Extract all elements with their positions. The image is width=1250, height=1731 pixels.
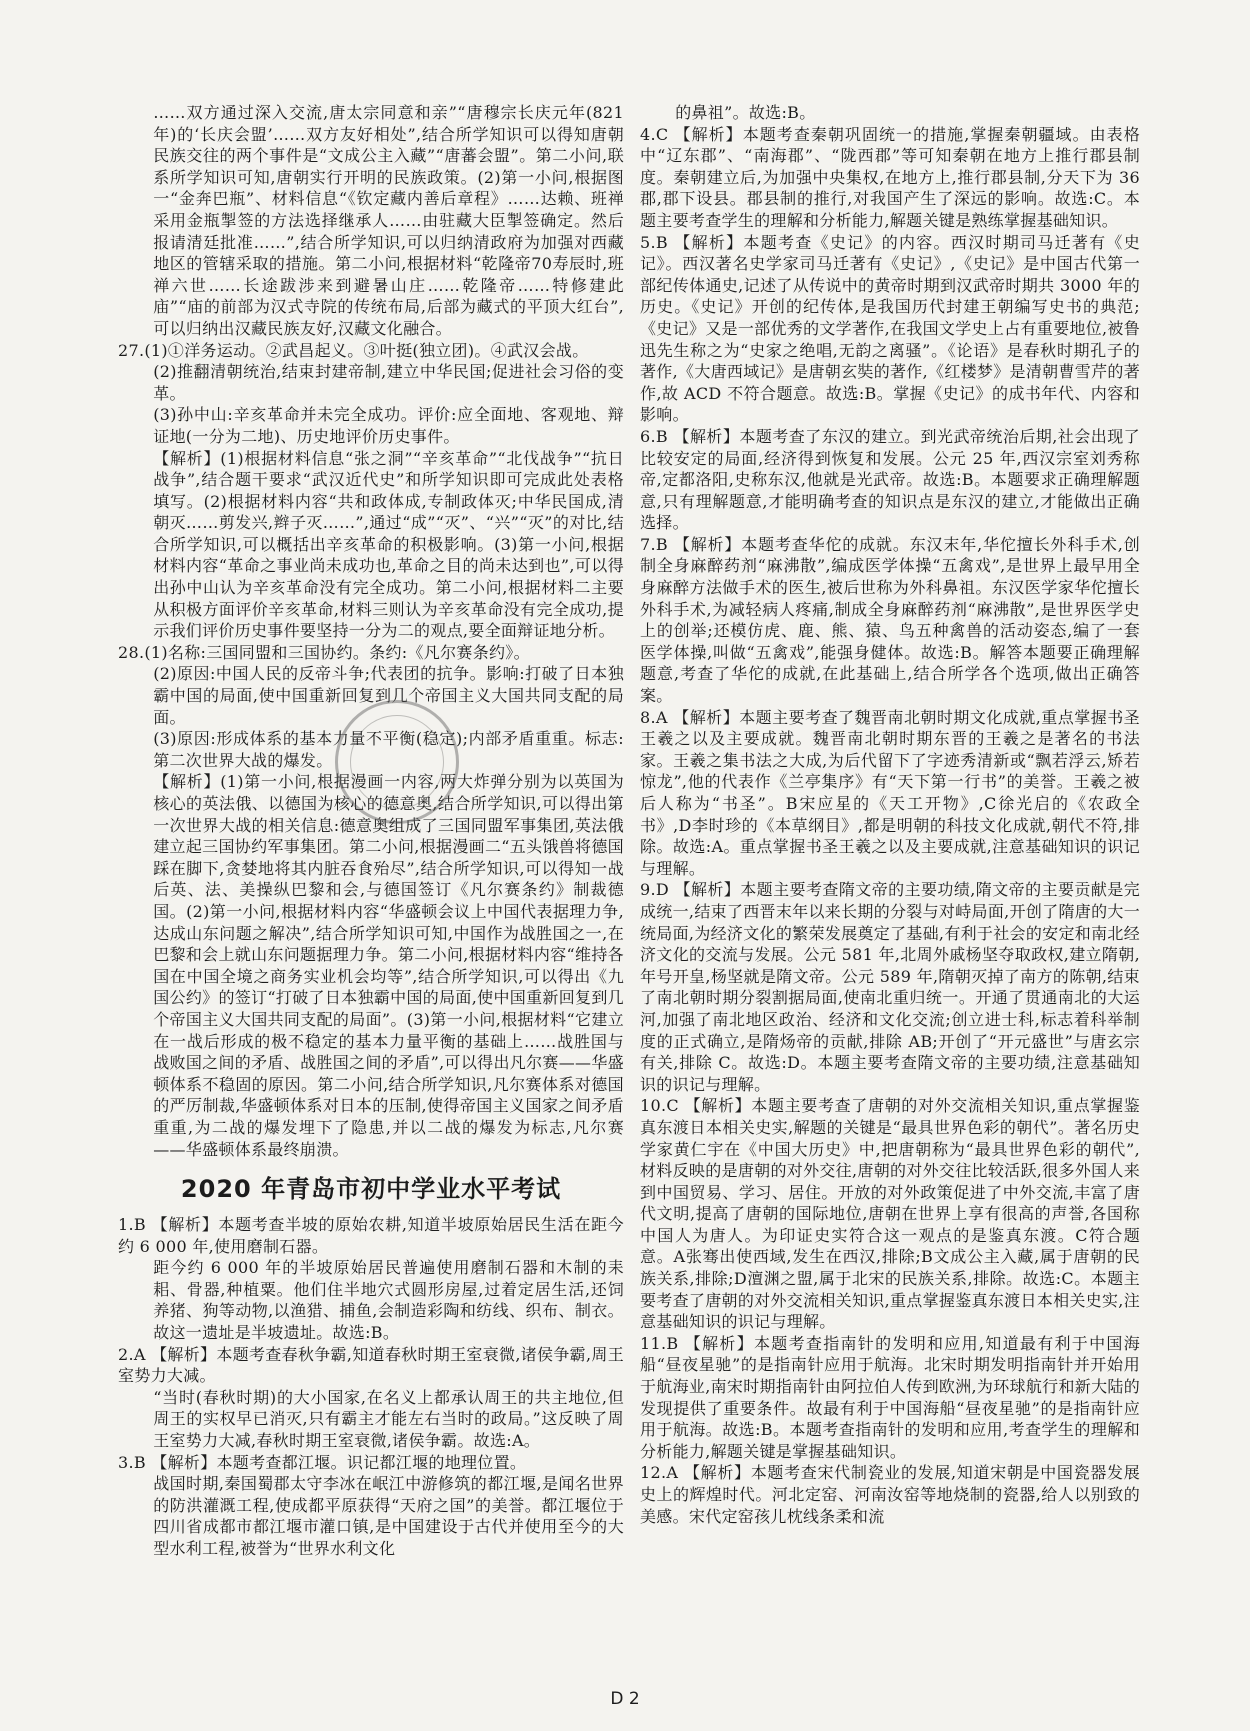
answer-paragraph: 战国时期,秦国蜀郡太守李冰在岷江中游修筑的都江堰,是闻名世界的防洪灌溉工程,使成都平原获得“天府之国”的美誉。都江堰位于四川省成都市都江堰市灌口镇,是中国建设于古代并使用至今的大型水利工程,被誉为“世界水利文化 bbox=[153, 1474, 624, 1558]
answer-paragraph: 4.C 【解析】本题考查秦朝巩固统一的措施,掌握秦朝疆域。由表格中“辽东郡”、“南海郡”、“陇西郡”等可知秦朝在地方上推行郡县制度。秦朝建立后,为加强中央集权,在地方上,推行郡县制,分天下为 36 郡,郡下设县。郡县制的推行,对我国产生了深远的影响。故选:C。本题主要考查学生的理解和分析能力,解题关键是熟练掌握基础知识。 bbox=[640, 124, 1140, 230]
answer-paragraph: 1.B 【解析】本题考查半坡的原始农耕,知道半坡原始居民生活在距今约 6 000 年,使用磨制石器。 bbox=[118, 1215, 624, 1256]
answer-paragraph: 距今约 6 000 年的半坡原始居民普遍使用磨制石器和木制的耒耜、骨器,种植粟。他们住半地穴式圆形房屋,过着定居生活,还饲养猪、狗等动物,以渔猎、捕鱼,会制造彩陶和纺线、织布、制衣。故这一遗址是半坡遗址。故选:B。 bbox=[153, 1258, 624, 1343]
answer-paragraph: (2)原因:中国人民的反帝斗争;代表团的抗争。影响:打破了日本独霸中国的局面,使中国重新回复到几个帝国主义大国共同支配的局面。 bbox=[153, 664, 624, 727]
exam-section-title: 2020 年青岛市初中学业水平考试 bbox=[180, 1175, 562, 1204]
answer-paragraph: 【解析】(1)根据材料信息“张之洞”“辛亥革命”“北伐战争”“抗日战争”,结合题干要求“武汉近代史”和所学知识即可完成此处表格填写。(2)根据材料内容“共和政体成,专制政体灭;中华民国成,清朝灭……剪发兴,辫子灭……”,通过“成”“灭”、“兴”“灭”的对比,结合所学知识,可以概括出辛亥革命的积极影响。(3)第一小问,根据材料内容“革命之事业尚未成功也,革命之目的尚未达到也”,可以得出孙中山认为辛亥革命没有完全成功。第二小问,根据材料二主要从积极方面评价辛亥革命,材料三则认为辛亥革命没有完全成功,提示我们评价历史事件要坚持一分为二的观点,要全面辩证地分析。 bbox=[153, 448, 624, 641]
answer-paragraph: 28.(1)名称:三国同盟和三国协约。条约:《凡尔赛条约》。 bbox=[118, 642, 530, 662]
left-column bbox=[118, 102, 624, 1682]
answer-paragraph: (2)推翻清朝统治,结束封建帝制,建立中华民国;促进社会习俗的变革。 bbox=[153, 362, 624, 403]
answer-paragraph: 10.C 【解析】本题主要考查了唐朝的对外交流相关知识,重点掌握鉴真东渡日本相关史实,解题的关键是“最具世界色彩的朝代”。著名历史学家黄仁宇在《中国大历史》中,把唐朝称为“最具世界色彩的朝代”,材料反映的是唐朝的对外交往,唐朝的对外交往比较活跃,很多外国人来到中国贸易、学习、居住。开放的对外政策促进了中外交流,丰富了唐代文明,提高了唐朝的国际地位,唐朝在世界上享有很高的声誉,各国称中国人为唐人。为印证史实符合这一观点的是鉴真东渡。C符合题意。A张骞出使西域,发生在西汉,排除;B文成公主入藏,属于唐朝的民族关系,排除;D澶渊之盟,属于北宋的民族关系,排除。故选:C。本题主要考查了唐朝的对外交流相关知识,重点掌握鉴真东渡日本相关史实,注意基础知识的识记与理解。 bbox=[640, 1096, 1140, 1332]
answer-paragraph: 12.A 【解析】本题考查宋代制瓷业的发展,知道宋朝是中国瓷器发展史上的辉煌时代。河北定窑、河南汝窑等地烧制的瓷器,给人以别致的美感。宋代定窑孩儿枕线条柔和流 bbox=[640, 1463, 1140, 1526]
answer-paragraph: 6.B 【解析】本题考查了东汉的建立。到光武帝统治后期,社会出现了比较安定的局面,经济得到恢复和发展。公元 25 年,西汉宗室刘秀称帝,定都洛阳,史称东汉,他就是光武帝。故选:B。本题要求正确理解题意,只有理解题意,才能明确考查的知识点是东汉的建立,才能做出正确选择。 bbox=[640, 426, 1140, 533]
answer-paragraph: 27.(1)①洋务运动。②武昌起义。③叶挺(独立团)。④武汉会战。 bbox=[118, 340, 589, 360]
answer-paragraph: 11.B 【解析】本题考查指南针的发明和应用,知道最有利于中国海船“昼夜星驰”的是指南针应用于航海。北宋时期发明指南针并开始用于航海业,南宋时期指南针由阿拉伯人传到欧洲,为环球航行和新大陆的发现提供了重要条件。故最有利于中国海船“昼夜星驰”的是指南针应用于航海。故选:B。本题考查指南针的发明和应用,考查学生的理解和分析能力,解题关键是掌握基础知识。 bbox=[640, 1333, 1140, 1461]
right-column bbox=[640, 102, 1140, 1682]
answer-paragraph: 8.A 【解析】本题主要考查了魏晋南北朝时期文化成就,重点掌握书圣王羲之以及主要成就。魏晋南北朝时期东晋的王羲之是著名的书法家。王羲之集书法之大成,为后代留下了字迹秀清新或“飘若浮云,矫若惊龙”,他的代表作《兰亭集序》有“天下第一行书”的美誉。王羲之被后人称为“书圣”。B宋应星的《天工开物》,C徐光启的《农政全书》,D李时珍的《本草纲目》,都是明朝的科技文化成就,朝代不符,排除。故选:A。重点掌握书圣王羲之以及主要成就,注意基础知识的识记与理解。 bbox=[640, 707, 1140, 878]
answer-paragraph: ……双方通过深入交流,唐太宗同意和亲”“唐穆宗长庆元年(821年)的‘长庆会盟’……双方友好相处”,结合所学知识可以得知唐朝民族交往的两个事件是“文成公主入藏”“唐蕃会盟”。第二小问,联系所学知识可知,唐朝实行开明的民族政策。(2)第一小问,根据图一“金奔巴瓶”、材料信息“《钦定藏内善后章程》……达赖、班禅采用金瓶掣签的方法选择继承人……由驻藏大臣掣签确定。然后报请清廷批准……”,结合所学知识,可以归纳清政府为加强对西藏地区的管辖采取的措施。第二小问,根据材料“乾隆帝70寿辰时,班禅六世……长途跋涉来到避暑山庄……乾隆帝……特修建此庙”“庙的前部为汉式寺院的传统布局,后部为藏式的平顶大红台”,可以归纳出汉藏民族友好,汉藏文化融合。 bbox=[153, 103, 624, 338]
answer-paragraph: “当时(春秋时期)的大小国家,在名义上都承认周王的共主地位,但周王的实权早已消灭,只有霸主才能左右当时的政局。”这反映了周王室势力大减,春秋时期王室衰微,诸侯争霸。故选:A。 bbox=[153, 1387, 624, 1451]
answer-paragraph: 【解析】(1)第一小问,根据漫画一内容,两大炸弹分别为以英国为核心的英法俄、以德国为核心的德意奥,结合所学知识,可以得出第一次世界大战的相关信息:德意奥组成了三国同盟军事集团,英法俄建立起三国协约军事集团。第二小问,根据漫画二“五头饿兽将德国踩在脚下,贪婪地将其内脏吞食殆尽”,结合所学知识,可以得知一战后英、法、美操纵巴黎和会,与德国签订《凡尔赛条约》制裁德国。(2)第一小问,根据材料内容“华盛顿会议上中国代表据理力争,达成山东问题之解决”,结合所学知识可知,中国作为战胜国之一,在巴黎和会上就山东问题据理力争。第二小问,根据材料内容“维持各国在中国全境之商务实业机会均等”,结合所学知识,可以得出《九国公约》的签订“打破了日本独霸中国的局面,使中国重新回复到几个帝国主义大国共同支配的局面”。(3)第一小问,根据材料“它建立在一战后形成的极不稳定的基本力量平衡的基础上……战胜国与战败国之间的矛盾、战胜国之间的矛盾”,可以得出凡尔赛——华盛顿体系不稳固的原因。第二小问,结合所学知识,凡尔赛体系对德国的严厉制裁,华盛顿体系对日本的压制,使得帝国主义国家之间矛盾重重,为二战的爆发埋下了隐患,并以二战的爆发为标志,凡尔赛——华盛顿体系最终崩溃。 bbox=[153, 772, 624, 1159]
answer-paragraph: 9.D 【解析】本题主要考查隋文帝的主要功绩,隋文帝的主要贡献是完成统一,结束了西晋末年以来长期的分裂与对峙局面,开创了隋唐的大一统局面,为经济文化的繁荣发展奠定了基础,有利于社会的安定和南北经济文化的交流与发展。公元 581 年,北周外戚杨坚夺取政权,建立隋朝,年号开皇,杨坚就是隋文帝。公元 589 年,隋朝灭掉了南方的陈朝,结束了南北朝时期分裂割据局面,使南北重归统一。开通了贯通南北的大运河,加强了南北地区政治、经济和文化交流;创立进士科,标志着科举制度的正式确立,是隋炀帝的贡献,排除 AB;开创了“开元盛世”与唐玄宗有关,排除 C。故选:D。本题主要考查隋文帝的主要功绩,注意基础知识的识记与理解。 bbox=[640, 880, 1140, 1094]
page-number: D 2 bbox=[610, 1689, 640, 1709]
answer-paragraph: 2.A 【解析】本题考查春秋争霸,知道春秋时期王室衰微,诸侯争霸,周王室势力大减。 bbox=[118, 1344, 624, 1386]
answer-paragraph: 3.B 【解析】本题考查都江堰。识记都江堰的地理位置。 bbox=[118, 1452, 527, 1472]
answer-paragraph: 的鼻祖”。故选:B。 bbox=[675, 103, 816, 122]
answer-paragraph: (3)孙中山:辛亥革命并未完全成功。评价:应全面地、客观地、辩证地(一分为二地)、历史地评价历史事件。 bbox=[153, 405, 624, 446]
answer-paragraph: (3)原因:形成体系的基本力量不平衡(稳定);内部矛盾重重。标志:第二次世界大战的爆发。 bbox=[153, 729, 624, 770]
answer-paragraph: 5.B 【解析】本题考查《史记》的内容。西汉时期司马迁著有《史记》。西汉著名史学家司马迁著有《史记》,《史记》是中国古代第一部纪传体通史,记述了从传说中的黄帝时期到汉武帝时期共 3000 年的历史。《史记》开创的纪传体,是我国历代封建王朝编写史书的典范;《史记》又是一部优秀的文学著作,在我国文学史上占有重要地位,被鲁迅先生称之为“史家之绝唱,无韵之离骚”。《论语》是春秋时期孔子的著作,《大唐西域记》是唐朝玄奘的著作,《红楼梦》是清朝曹雪芹的著作,故 ACD 不符合题意。故选:B。掌握《史记》的成书年代、内容和影响。 bbox=[640, 232, 1140, 425]
answer-paragraph: 7.B 【解析】本题考查华佗的成就。东汉末年,华佗擅长外科手术,创制全身麻醉药剂“麻沸散”,编成医学体操“五禽戏”,是世界上最早用全身麻醉方法做手术的医生,被后世称为外科鼻祖。东汉医学家华佗擅长外科手术,为减轻病人疼痛,制成全身麻醉药剂“麻沸散”,是世界医学史上的创举;还模仿虎、鹿、熊、猿、鸟五种禽兽的活动姿态,编了一套医学体操,叫做“五禽戏”,能强身健体。故选:B。解答本题要正确理解题意,考查了华佗的成就,在此基础上,结合所学各个选项,做出正确答案。 bbox=[640, 534, 1140, 706]
